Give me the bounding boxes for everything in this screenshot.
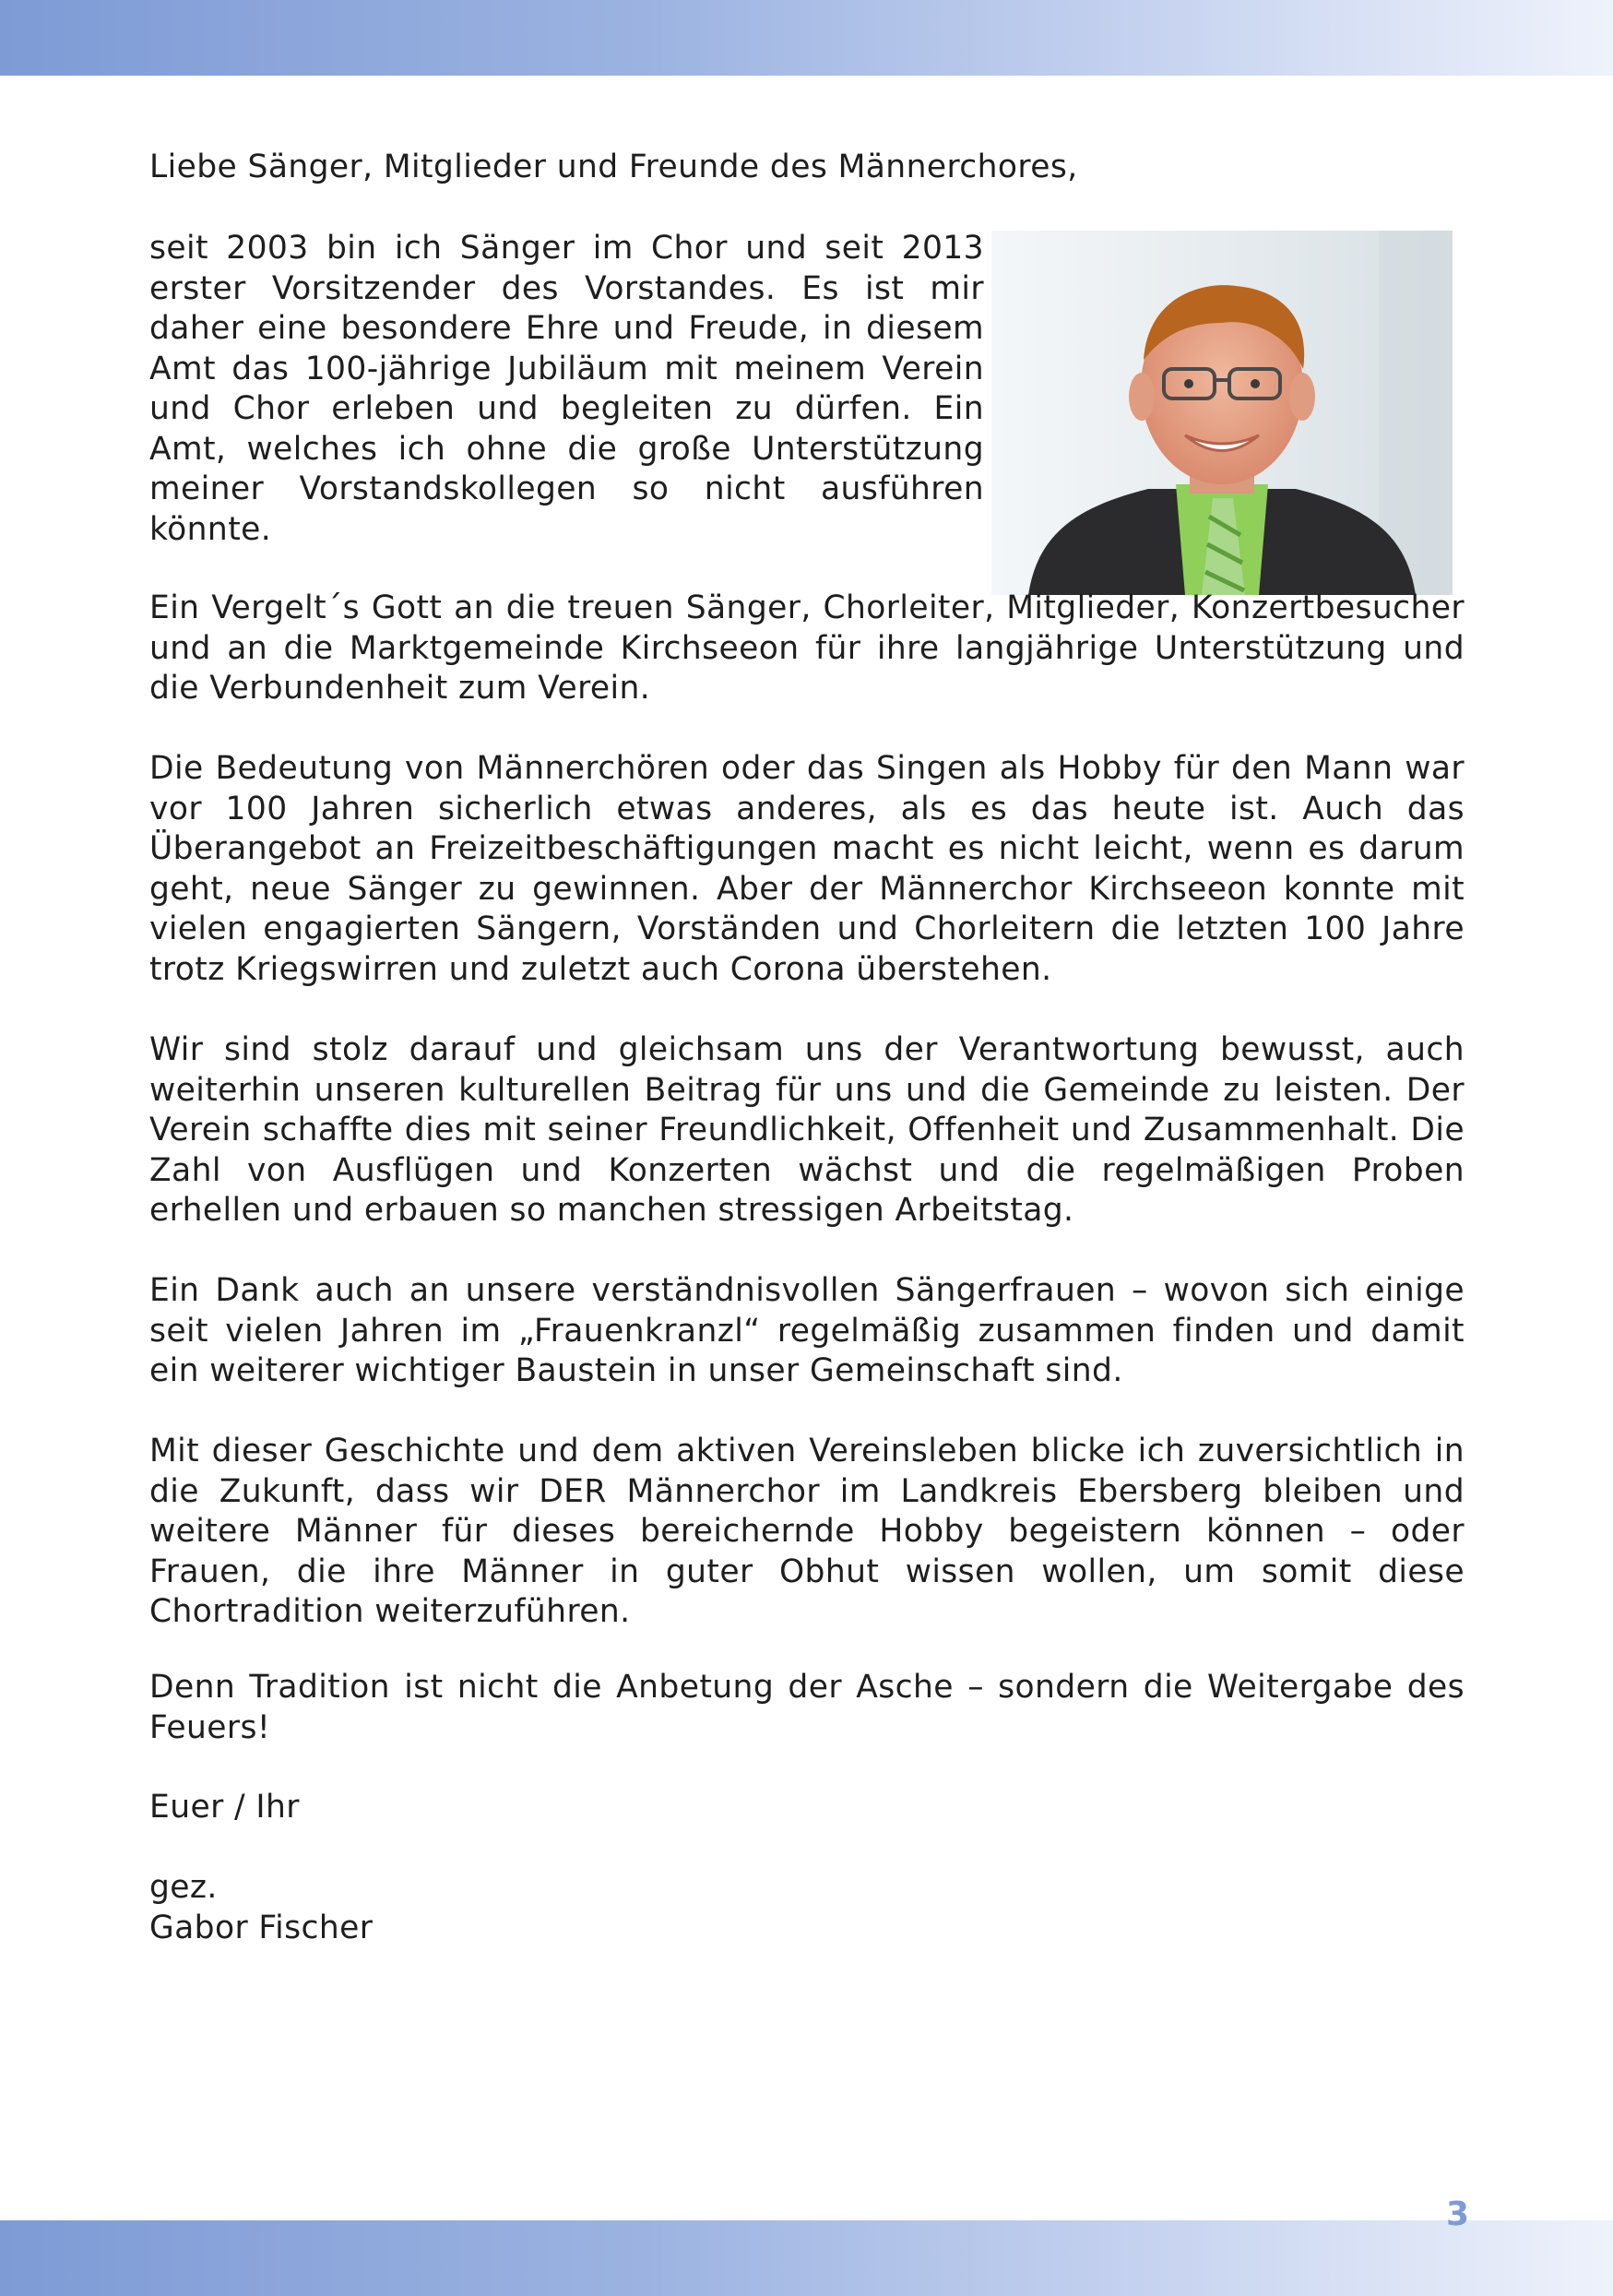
intro-paragraph: seit 2003 bin ich Sänger im Chor und seit 2013 erster Vorsitzender des Vorstandes. Es ist mir daher eine besondere Ehre und Freude, in diesem Amt das 100-jährige Jubiläum mit meinem Verein und Chor erleben und begleiten zu dürfen. Ein Amt, welches ich ohne die große Unterstützung meiner Vorstandskollegen so nicht ausführen könnte. bbox=[149, 230, 984, 548]
header-gradient-band bbox=[0, 0, 1613, 76]
paragraph-singer-wives: Ein Dank auch an unsere verständnisvollen Sängerfrauen – wovon sich einige seit vielen Jahren im „Frauenkranzl“ regelmäßig zusammen finden und damit ein weiterer wichtiger Baustein in unser Gemeinschaft sind. bbox=[149, 1272, 1465, 1389]
paragraph-significance: Die Bedeutung von Männerchören oder das Singen als Hobby für den Mann war vor 100 Jahren sicherlich etwas anderes, als es das heute ist. Auch das Überangebot an Freizeitbeschäftigungen macht es nicht leicht, wenn es darum geht, neue Sänger zu gewinnen. Aber der Männerchor Kirchseeon konnte mit vielen engagierten Sängern, Vorständen und Chorleitern die letzten 100 Jahre trotz Kriegswirren und zuletzt auch Corona überstehen. bbox=[149, 750, 1465, 988]
closing-text: Euer / Ihr bbox=[149, 1789, 300, 1826]
signature-name: Gabor Fischer bbox=[149, 1909, 374, 1946]
footer-gradient-band bbox=[0, 2220, 1613, 2296]
paragraph-pride: Wir sind stolz darauf und gleichsam uns der Verantwortung bewusst, auch weiterhin unseren kulturellen Beitrag für uns und die Gemeinde zu leisten. Der Verein schaffte dies mit seiner Freundlichkeit, Offenheit und Zusammenhalt. Die Zahl von Ausflügen und Konzerten wächst und die regelmäßigen Proben erhellen und erbauen so manchen stressigen Arbeitstag. bbox=[149, 1031, 1465, 1229]
paragraph-thanks: Ein Vergelt´s Gott an die treuen Sänger, Chorleiter, Mitglieder, Konzertbesucher und an die Marktgemeinde Kirchseeon für ihre langjährige Unterstützung und die Verbundenheit zum Verein. bbox=[149, 589, 1465, 707]
greeting: Liebe Sänger, Mitglieder und Freunde des Männerchores, bbox=[149, 149, 1078, 185]
closing-line bbox=[149, 1788, 1465, 1828]
paragraph-tradition: Denn Tradition ist nicht die Anbetung der Asche – sondern die Weitergabe des Feuers! bbox=[149, 1669, 1465, 1746]
paragraph-future: Mit dieser Geschichte und dem aktiven Vereinsleben blicke ich zuversichtlich in die Zukunft, dass wir DER Männerchor im Landkreis Ebersberg bleiben und weitere Männer für dieses bereichernde Hobby begeistern können – oder Frauen, die ihre Männer in guter Obhut wissen wollen, um somit diese Chortradition weiterzuführen. bbox=[149, 1433, 1465, 1630]
signature-prefix: gez. bbox=[149, 1869, 218, 1906]
portrait-photo bbox=[991, 231, 1453, 595]
page-number: 3 bbox=[1446, 2195, 1470, 2233]
signature-block bbox=[149, 1868, 1465, 1948]
